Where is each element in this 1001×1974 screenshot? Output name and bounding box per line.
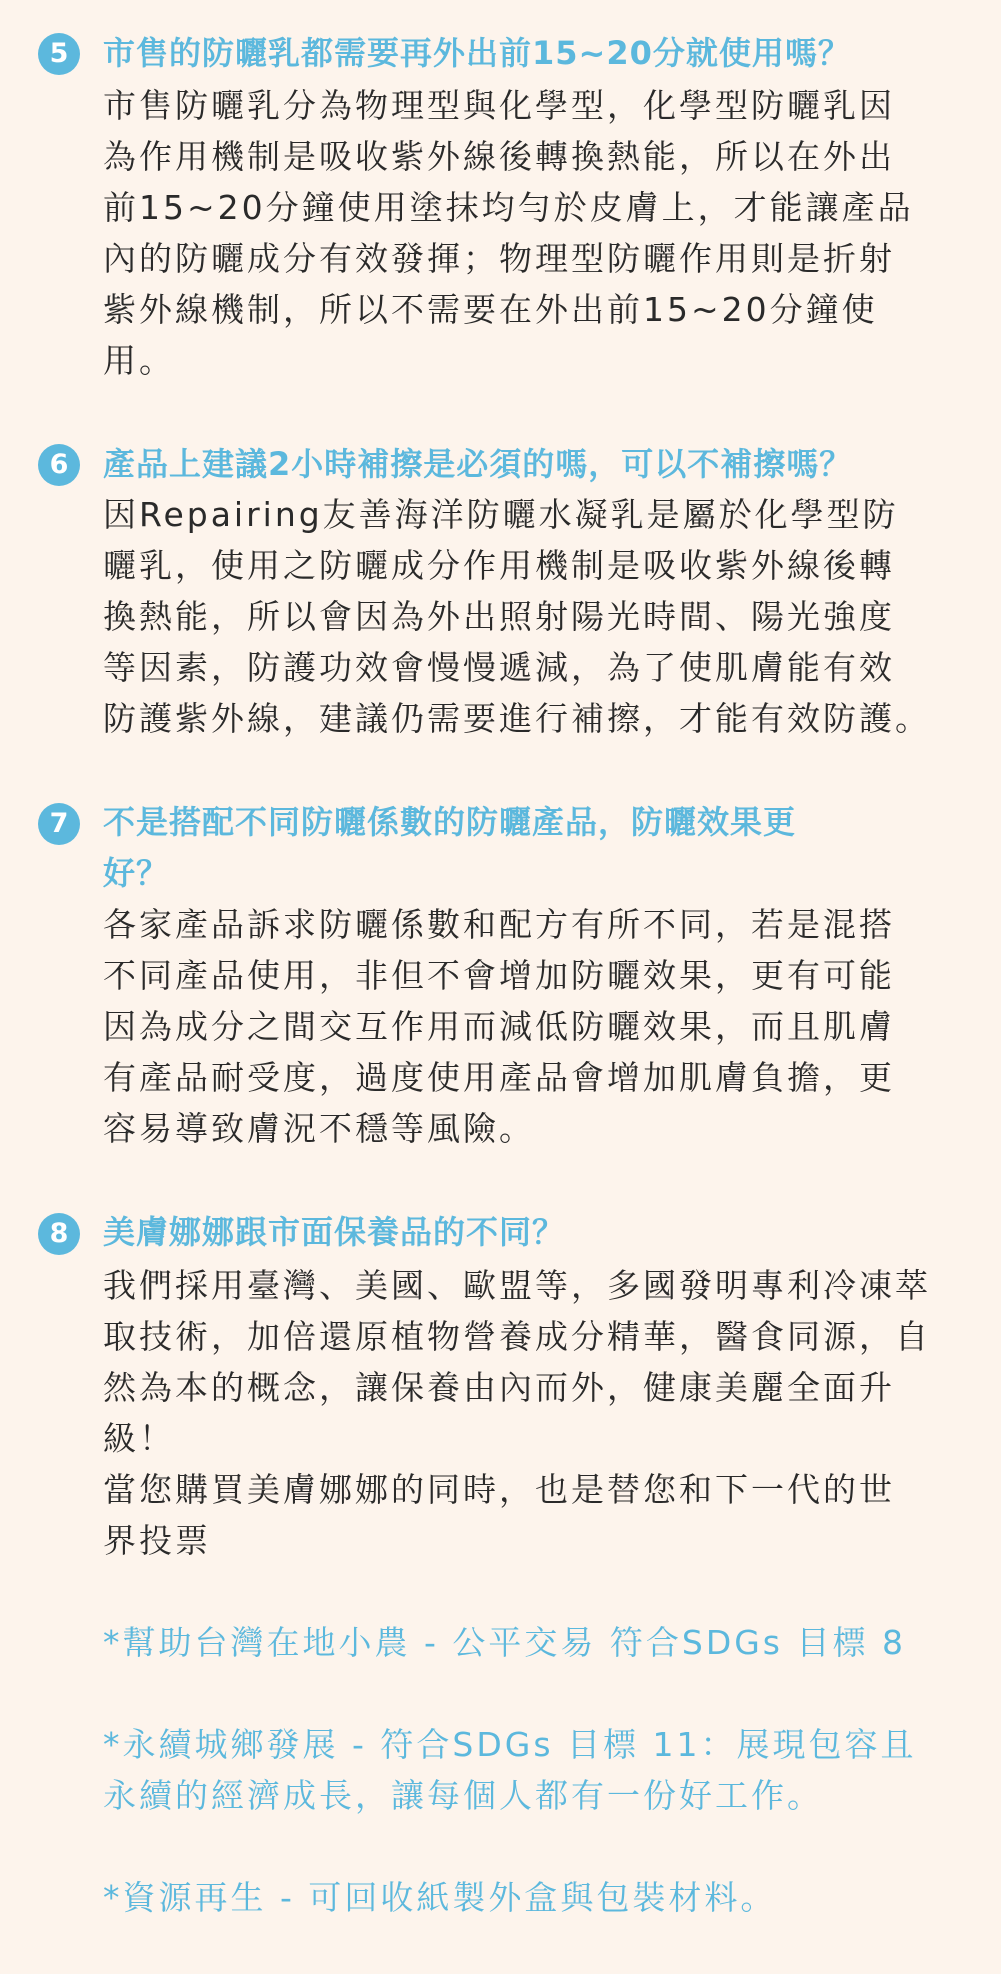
faq-question: 美膚娜娜跟市面保養品的不同？ [103,1213,566,1251]
faq-number-badge: 6 [38,444,80,486]
faq-answer: 各家產品訴求防曬係數和配方有所不同，若是混搭 不同產品使用，非但不會增加防曬效果，更有可能 因為成分之間交互作用而減低防曬效果，而且肌膚 有產品耐受度，過度使用產品會增加肌膚負擔，更 容易導致膚況不穩等風險。 [103,905,895,1148]
faq-question: 不是搭配不同防曬係數的防曬產品，防曬效果更 好？ [103,803,797,892]
sdg-highlight-item: *永續城鄉發展 - 符合SDGs 目標 11：展現包容且 永續的經濟成長，讓每個人都有一份好工作。 [103,1725,917,1815]
faq-answer-continued: 當您購買美膚娜娜的同時，也是替您和下一代的世 界投票 [103,1470,895,1560]
faq-number-badge: 5 [38,33,80,75]
faq-question: 產品上建議2小時補擦是必須的嗎，可以不補擦嗎？ [103,445,853,483]
faq-number-badge: 7 [38,803,80,845]
sdg-highlight-item: *幫助台灣在地小農 - 公平交易 符合SDGs 目標 8 [103,1623,906,1662]
faq-answer: 我們採用臺灣、美國、歐盟等，多國發明專利冷凍萃 取技術，加倍還原植物營養成分精華，醫食同源，自 然為本的概念，讓保養由內而外，健康美麗全面升 級！ [103,1266,931,1458]
sdg-highlights [103,1566,963,1974]
faq-question: 市售的防曬乳都需要再外出前15~20分就使用嗎？ [103,34,851,72]
faq-answer: 市售防曬乳分為物理型與化學型，化學型防曬乳因 為作用機制是吸收紫外線後轉換熱能，所以在外出 前15~20分鐘使用塗抹均勻於皮膚上，才能讓產品 內的防曬成分有效發揮；物理型防曬作用則是折射 紫外線機制，所以不需要在外出前15~20分鐘使 用。 [103,86,914,380]
faq-answer: 因Repairing友善海洋防曬水凝乳是屬於化學型防 曬乳，使用之防曬成分作用機制是吸收紫外線後轉 換熱能，所以會因為外出照射陽光時間、陽光強度 等因素，防護功效會慢慢遞減，為了使肌膚能有效 防護紫外線，建議仍需要進行補擦，才能有效防護。 [103,495,931,738]
sdg-highlight-item: *資源再生 - 可回收紙製外盒與包裝材料。 [103,1878,777,1917]
faq-number-badge: 8 [38,1213,80,1255]
